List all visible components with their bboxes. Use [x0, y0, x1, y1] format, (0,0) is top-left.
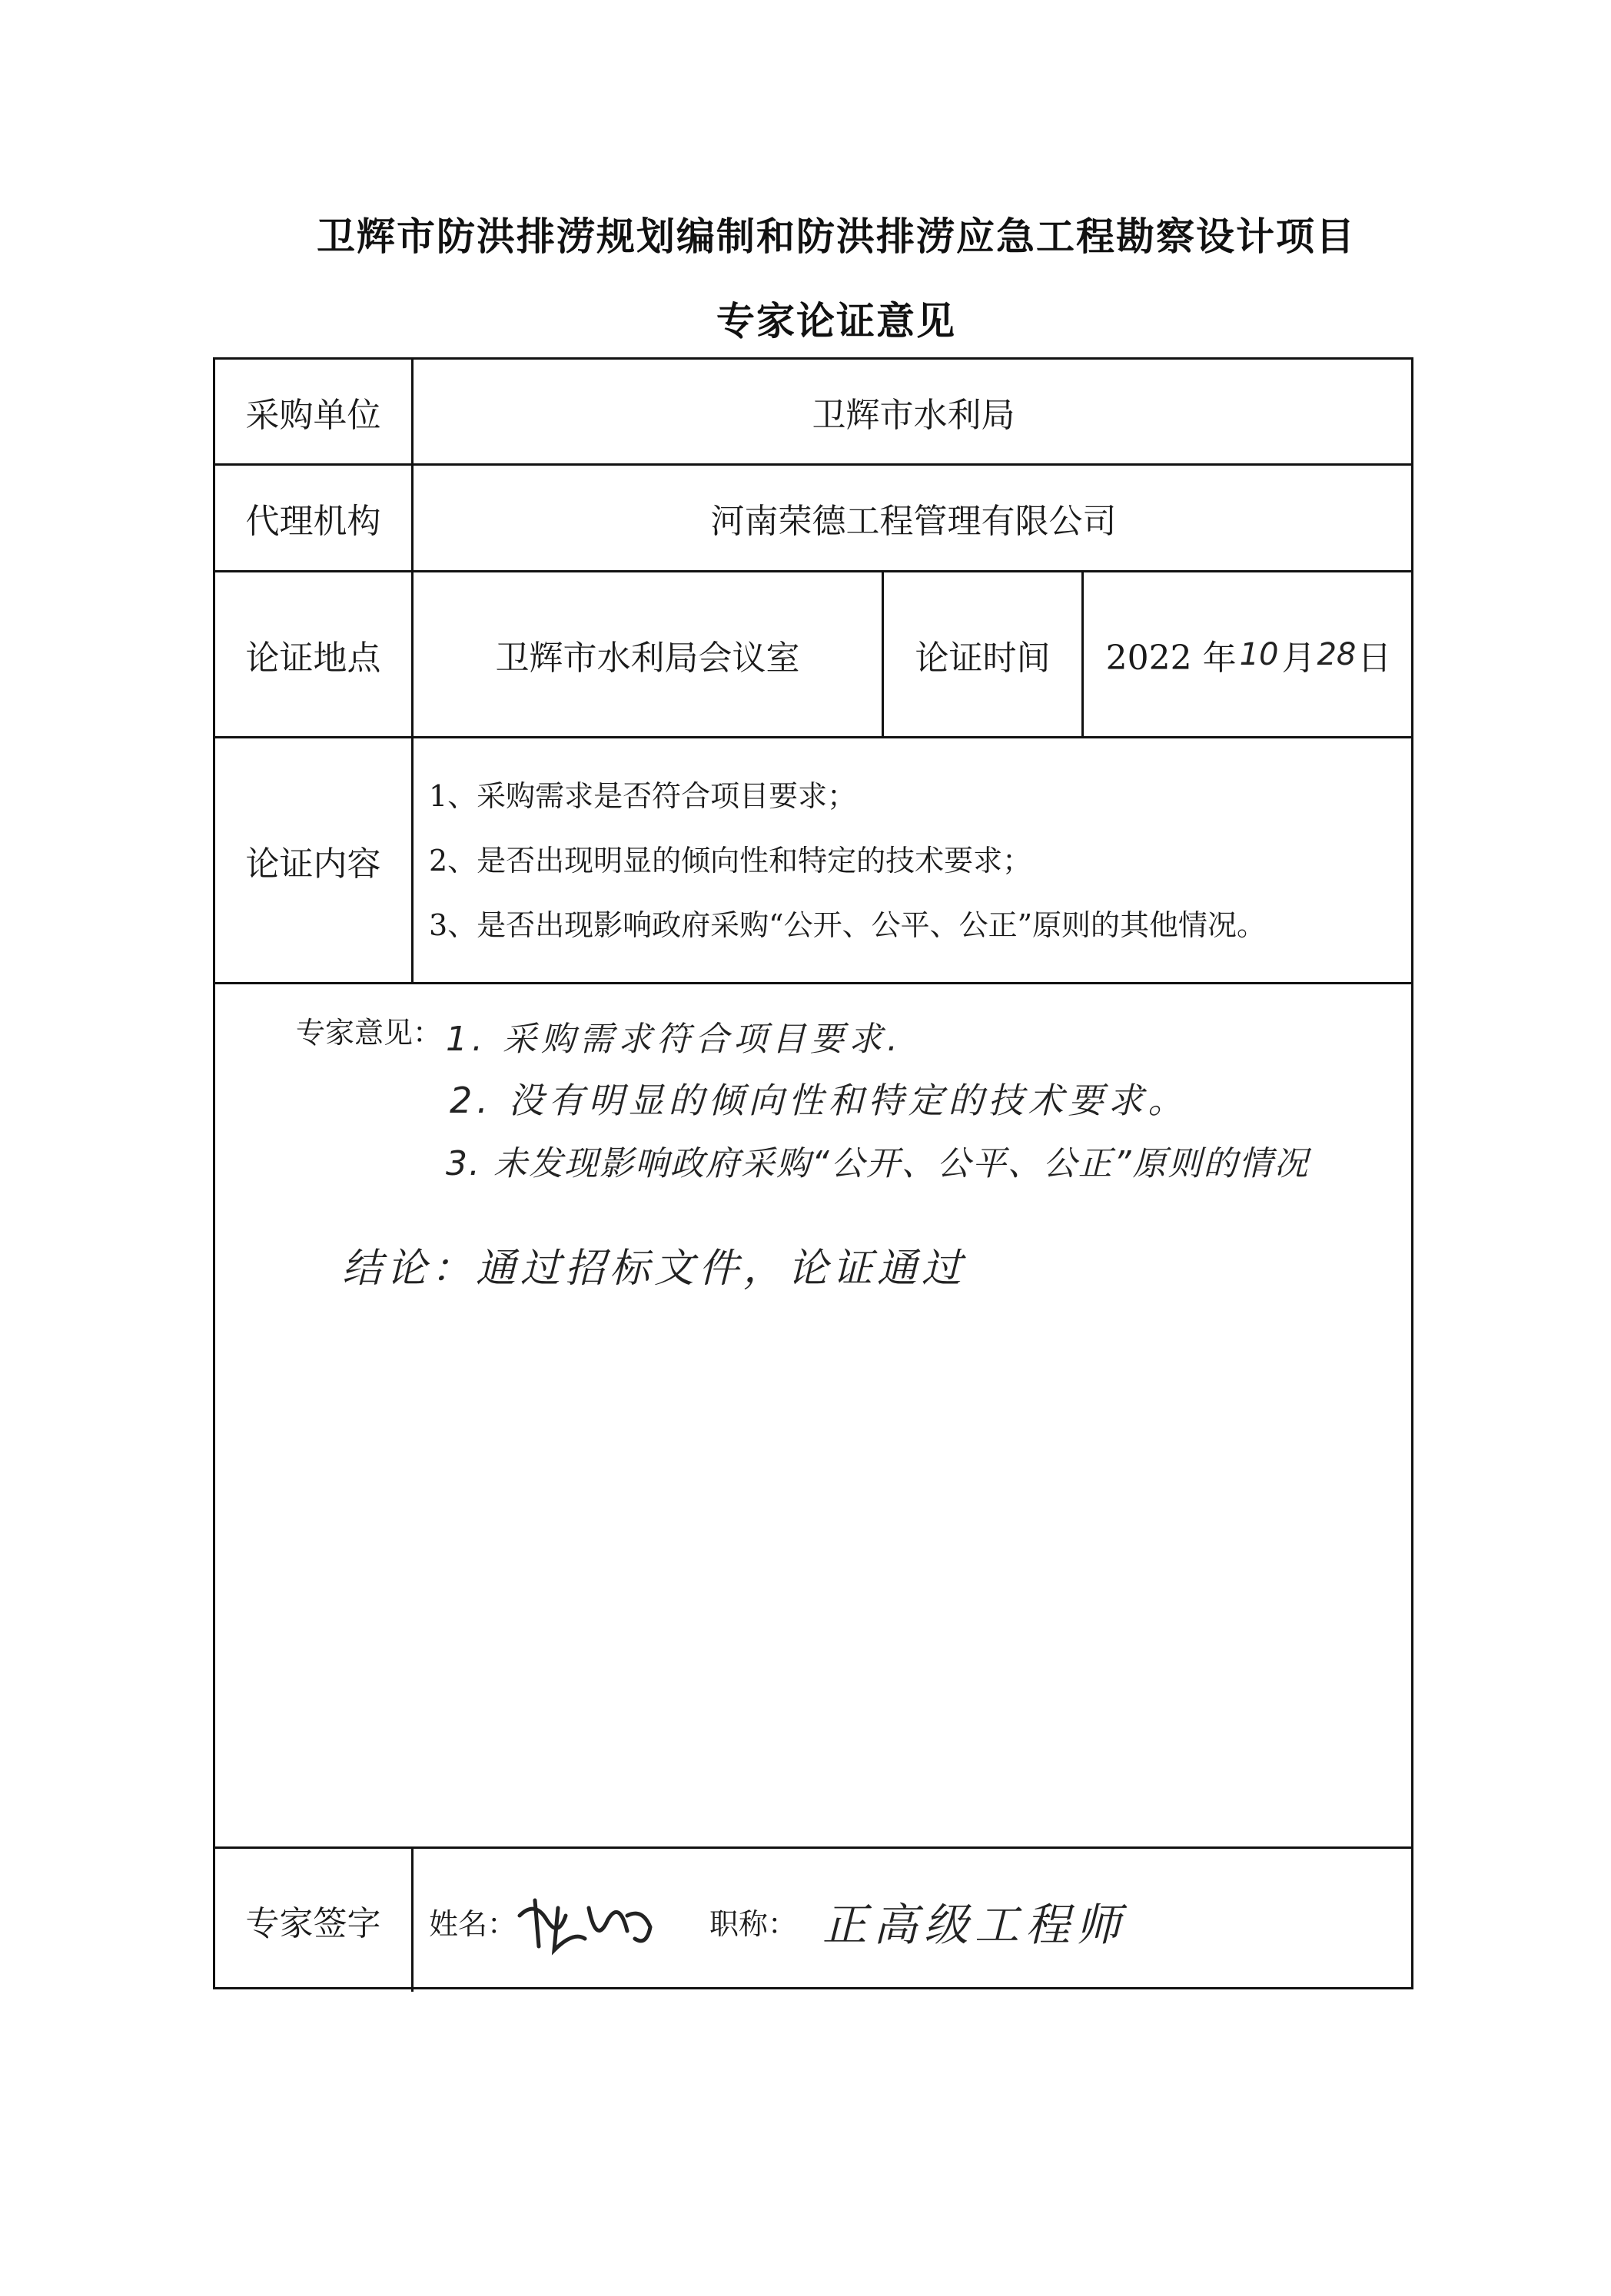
- document-title: 卫辉市防洪排涝规划编制和防洪排涝应急工程勘察设计项目: [317, 214, 1356, 259]
- expert-opinion-form: [213, 357, 1413, 1989]
- row-divider: [215, 982, 1411, 984]
- time-month-unit: 月: [1281, 638, 1316, 678]
- document-subtitle: 专家论证意见: [716, 299, 956, 343]
- content-item: 3、是否出现影响政府采购“公开、公平、公正”原则的其他情况。: [429, 907, 1267, 942]
- handwritten-signature: [512, 1885, 666, 1962]
- opinion-label: 专家意见：: [296, 1016, 443, 1050]
- content-label: 论证内容: [245, 844, 381, 884]
- content-item: 2、是否出现明显的倾向性和特定的技术要求；: [429, 843, 1032, 878]
- time-month-handwritten: 10: [1239, 636, 1279, 672]
- purchaser-value: 卫辉市水利局: [812, 395, 1015, 435]
- title-value-handwritten: 正高级工程师: [822, 1899, 1128, 1951]
- content-list: [414, 738, 1413, 982]
- purchaser-label: 采购单位: [245, 395, 381, 435]
- time-day-handwritten: 28: [1317, 636, 1357, 672]
- name-label: 姓名：: [429, 1907, 517, 1941]
- column-divider: [411, 1846, 414, 1992]
- agency-label: 代理机构: [245, 502, 381, 541]
- opinion-conclusion: 结论：通过招标文件，论证通过: [342, 1246, 967, 1292]
- venue-value: 卫辉市水利局会议室: [495, 638, 800, 678]
- title-label: 职称：: [709, 1907, 798, 1941]
- venue-label: 论证地点: [245, 638, 381, 678]
- time-day-unit: 日: [1357, 638, 1392, 678]
- agency-value: 河南荣德工程管理有限公司: [710, 502, 1117, 541]
- content-item: 1、采购需求是否符合项目要求；: [429, 778, 857, 813]
- opinion-line: 1. 采购需求符合项目要求.: [446, 1020, 902, 1059]
- time-year: 2022 年: [1105, 638, 1237, 678]
- signature-label: 专家签字: [245, 1904, 381, 1943]
- opinion-line: 2. 没有明显的倾向性和特定的技术要求。: [450, 1080, 1188, 1121]
- opinion-line: 3. 未发现影响政府采购“公开、公平、公正”原则的情况: [446, 1144, 1310, 1183]
- time-label: 论证时间: [915, 638, 1051, 678]
- time-value: [1084, 572, 1413, 736]
